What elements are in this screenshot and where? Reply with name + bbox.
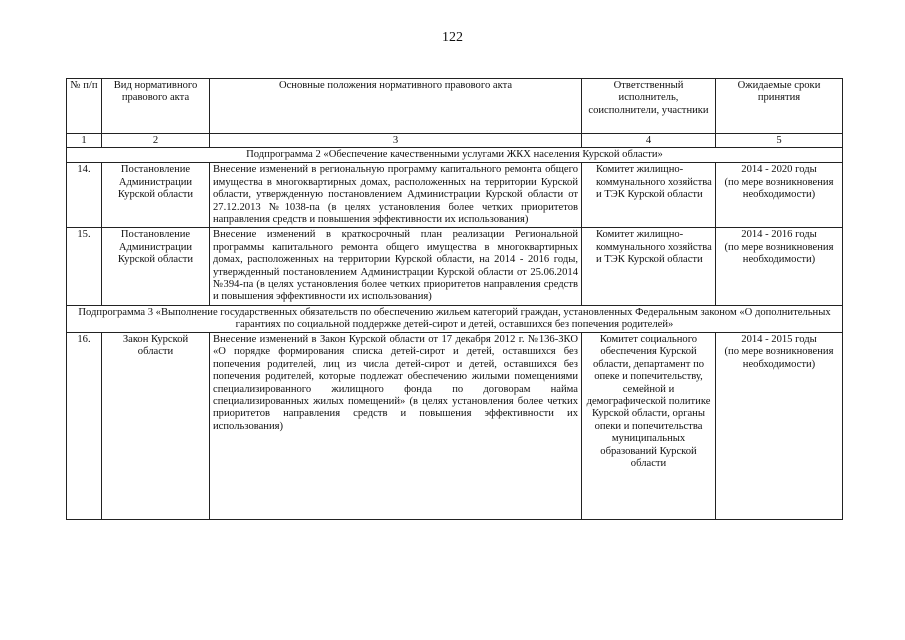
column-number: 1: [67, 134, 102, 148]
table-row: [67, 163, 843, 228]
header-act-content: Основные положения нормативного правового акта: [210, 79, 582, 134]
page-number: 122: [442, 30, 463, 45]
column-number: 5: [716, 134, 843, 148]
column-number-row: [67, 134, 843, 148]
column-number: 2: [102, 134, 210, 148]
executor: Комитет жилищно-коммунального хозяйства и ТЭК Курской области: [582, 163, 716, 228]
act-type: Постановление Администрации Курской области: [102, 228, 210, 305]
row-number: 14.: [67, 163, 102, 228]
row-number: 16.: [67, 332, 102, 519]
term-note: (по мере возникновения необходимости): [724, 241, 834, 266]
term-note: (по мере возникновения необходимости): [724, 176, 834, 201]
act-type: Постановление Администрации Курской области: [102, 163, 210, 228]
subprogram-2-title: Подпрограмма 2 «Обеспечение качественными услугами ЖКХ населения Курской области»: [67, 148, 843, 163]
term: 2014 - 2020 годы: [741, 164, 817, 176]
header-executor: Ответственный исполнитель, соисполнители, участники: [582, 79, 716, 134]
term-cell: [716, 163, 843, 228]
table-row: [67, 228, 843, 305]
column-number: 4: [582, 134, 716, 148]
row-number: 15.: [67, 228, 102, 305]
term: 2014 - 2016 годы: [741, 229, 817, 241]
subprogram-row: [67, 305, 843, 332]
act-content: Внесение изменений в краткосрочный план реализации Региональной программы капитального ремонта общего имущества в многоквартирных домах, расположенных на территории Курской области, на 2014 - 2016 годы, утвержденный постановлением Администрации Курской области от 25.06.2014 №394-па (в целях установления более четких приоритетов направления средств и повышения эффективности их использования): [210, 228, 582, 305]
header-act-type: Вид нормативного правового акта: [102, 79, 210, 134]
subprogram-row: [67, 148, 843, 163]
header-number: № п/п: [67, 79, 102, 134]
term-cell: [716, 228, 843, 305]
column-number: 3: [210, 134, 582, 148]
executor: Комитет жилищно-коммунального хозяйства и ТЭК Курской области: [582, 228, 716, 305]
table-row: [67, 332, 843, 519]
term: 2014 - 2015 годы: [741, 333, 817, 345]
act-content: Внесение изменений в региональную программу капитального ремонта общего имущества в многоквартирных домах, расположенных на территории Курской области, утвержденную постановлением Администрации Курской области от 27.12.2013 №1038-па (в целях установления более четких приоритетов направления средств и повышения эффективности их использования): [210, 163, 582, 228]
act-content: Внесение изменений в Закон Курской области от 17 декабря 2012 г. №136-ЗКО «О порядке формирования списка детей-сирот и детей, оставшихся без попечения родителей, лиц из числа детей-сирот и детей, оставшихся без попечения родителей, которые подлежат обеспечению жилыми помещениями специализированного жилищного фонда по договорам найма специализированных жилых помещений» (в целях установления более четких приоритетов направления средств и повышения эффективности их использования): [210, 332, 582, 519]
table-header-row: [67, 79, 843, 134]
term-note: (по мере возникновения необходимости): [724, 346, 834, 370]
subprogram-3-title: Подпрограмма 3 «Выполнение государственных обязательств по обеспечению жильем категорий граждан, установленных Федеральным законом «О дополнительных гарантиях по социальной поддержке детей-сирот и детей, оставшихся без попечения родителей»: [67, 305, 843, 332]
act-type: Закон Курской области: [102, 332, 210, 519]
legal-acts-table: [66, 78, 843, 520]
executor: Комитет социального обеспечения Курской области, департамент по опеке и попечительству, семейной и демографической политике Курской области, органы опеки и попечительства муниципальных образований Курской области: [582, 332, 716, 519]
header-term: Ожидаемые сроки принятия: [716, 79, 843, 134]
term-cell: [716, 332, 843, 519]
